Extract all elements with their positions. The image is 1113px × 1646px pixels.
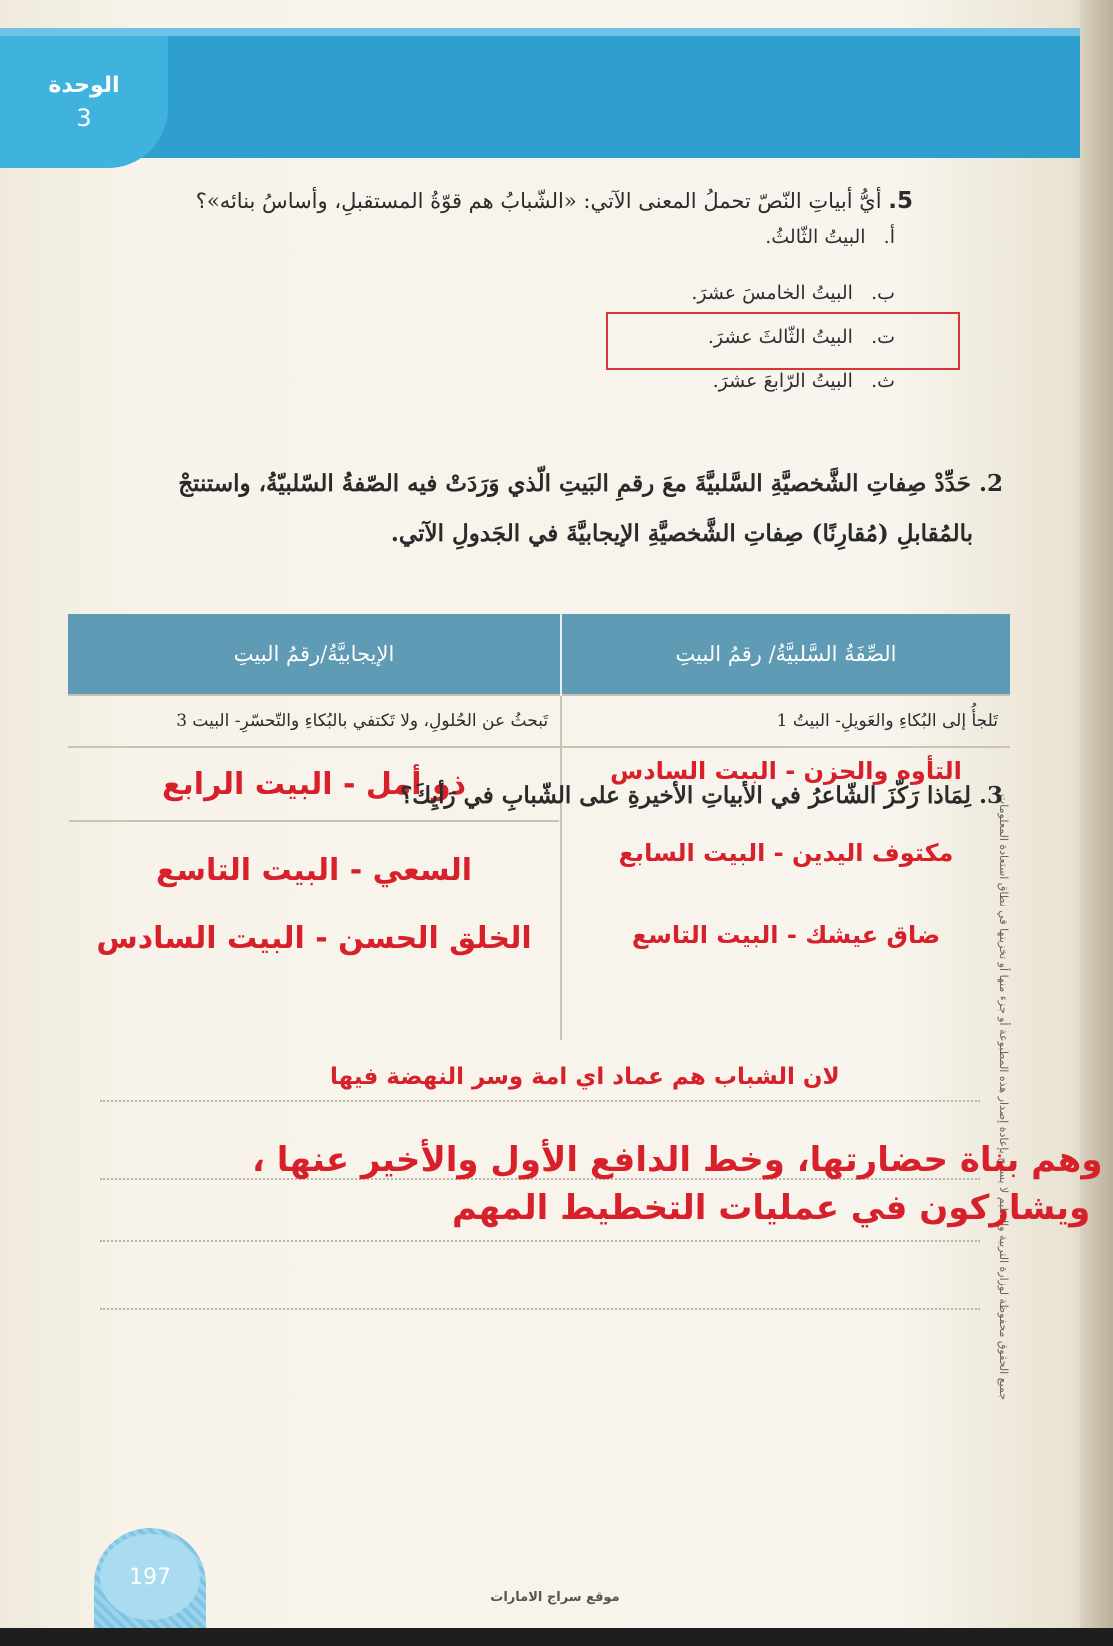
option-d-letter: ث.: [871, 370, 895, 392]
header-band-highlight: [0, 28, 1080, 36]
copyright-note: جميع الحقوق محفوظة لوزارة التربية والتعليم لا يسمح بإعادة إصدار هذه المطبوعة أو جزء منها أو تخزينها في نطاق استعادة المعلومات: [997, 793, 1010, 1400]
question-3-text: لِمَاذا رَكّزَ الشّاعرُ في الأبياتِ الأخيرةِ على الشّبابِ في رَأيِكَ؟: [400, 782, 971, 809]
answer-line-4: [100, 1308, 980, 1310]
row1-negative: تَلجأُ إلى البُكاءِ والعَويلِ- البيتُ 1: [561, 695, 1010, 747]
header-positive: الإيجابيَّةُ/رقمُ البيتِ: [68, 614, 561, 695]
header-negative: الصِّفَةُ السَّلبيَّةُ/ رقمُ البيتِ: [561, 614, 1010, 695]
question-2-text1: حَدِّدْ صِفاتِ الشَّخصيَّةِ السَّلبيَّةَ معَ رقمِ البَيتِ الّذي وَرَدَتْ فيه الصّفةُ السّلبيّةُ، واستنتجْ: [178, 470, 971, 497]
option-d: [713, 370, 895, 392]
unit-label: الوحدة: [48, 72, 120, 98]
negative-trait-1: التأوه والحزن - البيت السادس: [610, 757, 962, 785]
answer-3-line1: لان الشباب هم عماد اي امة وسر النهضة فيها: [330, 1064, 840, 1090]
option-c: [708, 326, 895, 348]
option-a-letter: أ.: [883, 226, 895, 248]
unit-number: 3: [76, 103, 92, 132]
option-b-letter: ب.: [871, 282, 895, 304]
positive-trait-1: ذو أمل - البيت الرابع: [69, 767, 559, 822]
scan-bottom-edge: [0, 1628, 1113, 1646]
question-2-line1: [103, 470, 1003, 497]
negative-trait-2: مكتوف اليدين - البيت السابع: [618, 839, 954, 867]
option-a-text: البيتُ الثّالثُ.: [765, 226, 866, 248]
answer-3-line3: ويشاركون في عمليات التخطيط المهم: [452, 1188, 1091, 1228]
option-b-text: البيتُ الخامسَ عشرَ.: [691, 282, 853, 304]
option-b: [691, 282, 895, 304]
unit-tab: [0, 36, 168, 168]
question-3-number: 3.: [978, 782, 1003, 809]
answer-3-line2: وهم بناة حضارتها، وخط الدافع الأول والأخير عنها ،: [252, 1140, 1103, 1180]
row1-positive: تَبحثُ عن الحُلولِ، ولا تَكتفي بالبُكاءِ والتّحسّرِ- البيت 3: [68, 695, 561, 747]
answer-line-3: [100, 1240, 980, 1242]
negative-trait-3: ضاق عيشك - البيت التاسع: [631, 921, 941, 949]
table-row: [68, 695, 1010, 747]
page-edge: [1080, 0, 1113, 1646]
option-c-text: البيتُ الثّالثَ عشرَ.: [707, 326, 853, 348]
answer-line-1: [100, 1100, 980, 1102]
option-a: [765, 226, 895, 248]
question-3: [400, 782, 1003, 809]
traits-table: [68, 614, 1010, 1040]
site-footer: موقع سراج الامارات: [490, 1590, 620, 1605]
table-header-row: [68, 614, 1010, 695]
page-number: 197: [100, 1534, 200, 1620]
question-5-number: 5.: [888, 188, 913, 214]
question-5-text: أيُّ أبياتِ النّصّ تحملُ المعنى الآتي: «الشّبابُ هم قوّةُ المستقبلِ، وأساسُ بنائه»؟: [195, 189, 882, 213]
option-d-text: البيتُ الرّابعَ عشرَ.: [712, 370, 853, 392]
positive-trait-2: السعي - البيت التاسع: [156, 853, 473, 888]
positive-trait-3: الخلق الحسن - البيت السادس: [96, 921, 532, 956]
question-2-number: 2.: [978, 470, 1003, 497]
question-5: [196, 188, 913, 214]
question-2-line2: بالمُقابلِ (مُقارِنًا) صِفاتِ الشَّخصيَّةِ الإيجابيَّةَ في الجَدولِ الآتي.: [390, 520, 973, 547]
option-c-letter: ت.: [871, 326, 895, 348]
